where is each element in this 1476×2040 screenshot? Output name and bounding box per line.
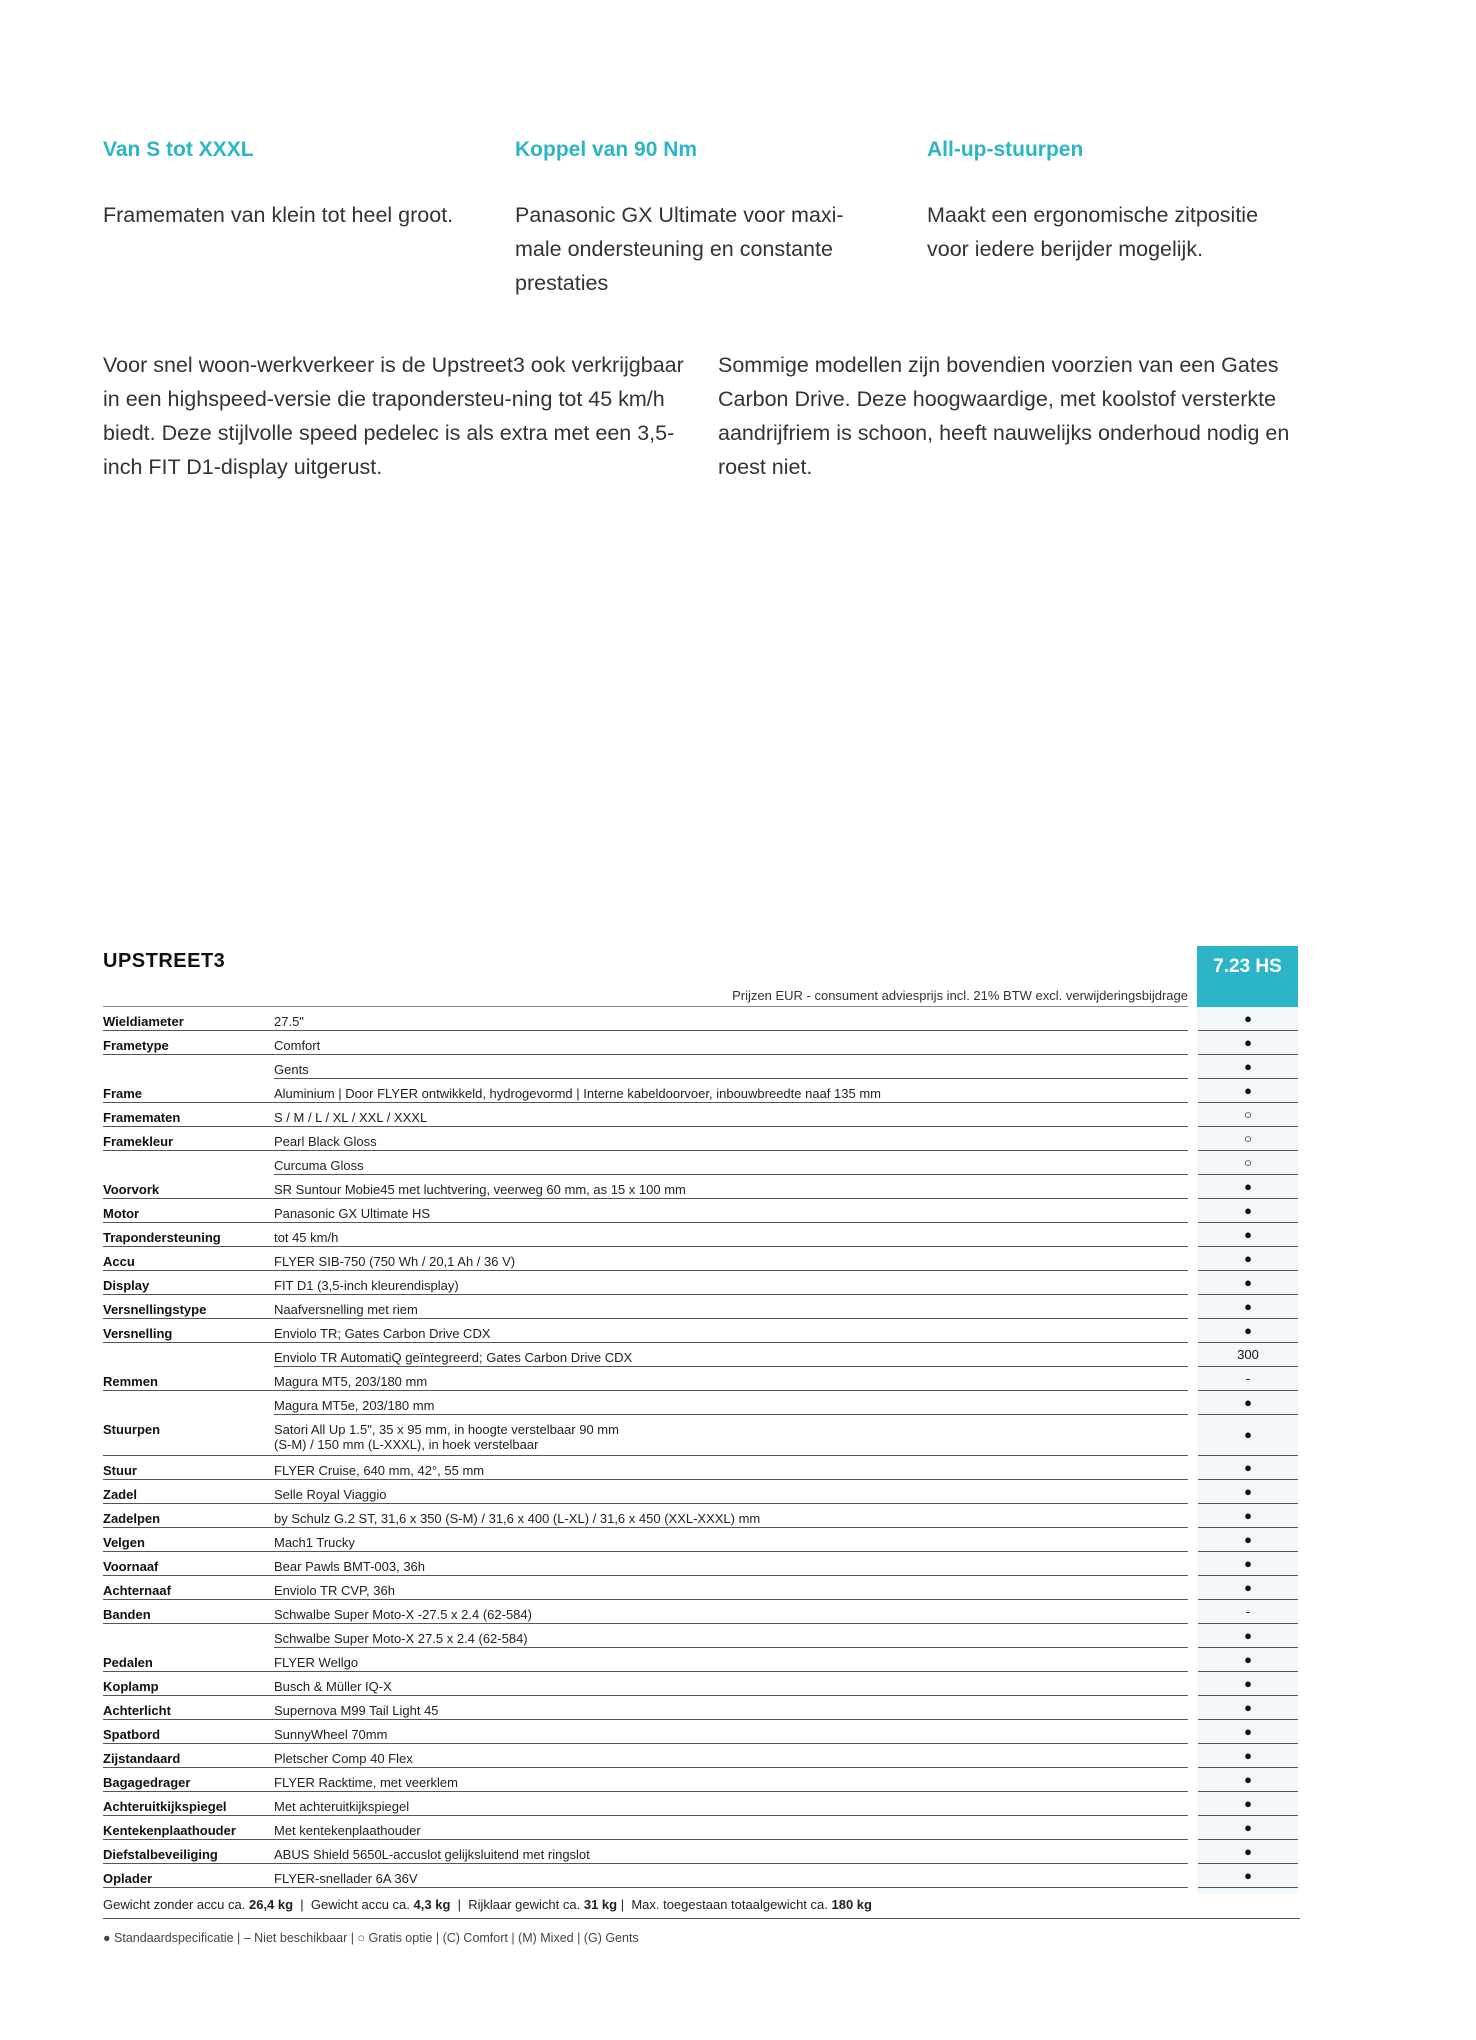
row-value-line: Panasonic GX Ultimate HS: [274, 1206, 431, 1221]
price-note: Prijzen EUR - consument adviesprijs incl. 21% BTW excl. verwijderingsbijdrage: [732, 988, 1188, 1003]
row-label: Stuurpen: [103, 1415, 274, 1456]
row-label: Spatbord: [103, 1720, 274, 1744]
row-value-line: Magura MT5e, 203/180 mm: [274, 1398, 435, 1413]
row-value-line: Enviolo TR CVP, 36h: [274, 1583, 395, 1598]
row-value-line: tot 45 km/h: [274, 1230, 339, 1245]
row-value: [274, 1840, 1188, 1864]
row-value-line: Bear Pawls BMT-003, 36h: [274, 1559, 426, 1574]
row-mark: ●: [1198, 1391, 1298, 1415]
row-label: [103, 1391, 274, 1415]
table-row: [103, 1055, 1298, 1079]
weight-label: Rijklaar gewicht ca.: [468, 1897, 581, 1912]
row-value-line: Selle Royal Viaggio: [274, 1487, 387, 1502]
row-mark: ●: [1198, 1295, 1298, 1319]
row-label: [103, 1055, 274, 1079]
row-mark: ●: [1198, 1816, 1298, 1840]
table-row: [103, 1079, 1298, 1103]
row-mark: ●: [1198, 1199, 1298, 1223]
row-label: Diefstalbeveiliging: [103, 1840, 274, 1864]
row-value-line: Satori All Up 1.5", 35 x 95 mm, in hoogte verstelbaar 90 mm: [274, 1422, 619, 1437]
feature-title: All-up-stuurpen: [927, 138, 1084, 161]
row-value: [274, 1480, 1188, 1504]
table-row: [103, 1792, 1298, 1816]
row-value: [274, 1055, 1188, 1079]
table-row: [103, 1007, 1298, 1031]
row-value-line: Enviolo TR AutomatiQ geïntegreerd; Gates Carbon Drive CDX: [274, 1350, 633, 1365]
row-label: Pedalen: [103, 1648, 274, 1672]
feature-torque: [515, 138, 875, 300]
row-value: [274, 1079, 1188, 1103]
row-value: [274, 1391, 1188, 1415]
row-label: Framekleur: [103, 1127, 274, 1151]
row-value: [274, 1223, 1188, 1247]
row-mark: ●: [1198, 1720, 1298, 1744]
feature-title: Van S tot XXXL: [103, 138, 254, 161]
row-mark: ●: [1198, 1504, 1298, 1528]
row-value: [274, 1175, 1188, 1199]
table-row: [103, 1415, 1298, 1456]
table-row: [103, 1480, 1298, 1504]
row-mark: ●: [1198, 1792, 1298, 1816]
row-value-line: Magura MT5, 203/180 mm: [274, 1374, 428, 1389]
row-mark: ●: [1198, 1456, 1298, 1480]
row-mark: ●: [1198, 1271, 1298, 1295]
row-mark: -: [1198, 1600, 1298, 1624]
row-value-line: SR Suntour Mobie45 met luchtvering, veerweg 60 mm, as 15 x 100 mm: [274, 1182, 686, 1197]
row-label: Kentekenplaathouder: [103, 1816, 274, 1840]
table-row: [103, 1864, 1298, 1888]
row-mark: ●: [1198, 1079, 1298, 1103]
row-value: [274, 1031, 1188, 1055]
row-label: Accu: [103, 1247, 274, 1271]
row-label: Display: [103, 1271, 274, 1295]
row-label: Frame: [103, 1079, 274, 1103]
row-value: [274, 1127, 1188, 1151]
table-row: [103, 1840, 1298, 1864]
row-value-line: Curcuma Gloss: [274, 1158, 364, 1173]
row-label: [103, 1624, 274, 1648]
row-value: [274, 1247, 1188, 1271]
table-row: [103, 1624, 1298, 1648]
table-row: [103, 1319, 1298, 1343]
table-row: [103, 1600, 1298, 1624]
row-value-line: Comfort: [274, 1038, 321, 1053]
table-row: [103, 1744, 1298, 1768]
row-label: Motor: [103, 1199, 274, 1223]
row-value: [274, 1415, 1188, 1456]
row-label: Bagagedrager: [103, 1768, 274, 1792]
row-value-line: Aluminium | Door FLYER ontwikkeld, hydrogevormd | Interne kabeldoorvoer, inbouwbreedte naaf 135 mm: [274, 1086, 881, 1101]
legend: ● Standaardspecificatie | – Niet beschikbaar | ○ Gratis optie | (C) Comfort | (M) Mixed | (G) Gents: [103, 1931, 639, 1945]
row-value-line: 27.5": [274, 1014, 304, 1029]
row-value-line: (S-M) / 150 mm (L-XXXL), in hoek verstelbaar: [274, 1437, 539, 1452]
paragraph-gates: Sommige modellen zijn bovendien voorzien van een Gates Carbon Drive. Deze hoogwaardige, met koolstof versterkte aandrijfriem is schoon, heeft nauwelijks onderhoud nodig en roest niet.: [718, 353, 1290, 479]
weight-value: 26,4 kg: [248, 1897, 294, 1912]
row-mark: ●: [1198, 1055, 1298, 1079]
row-label: Banden: [103, 1600, 274, 1624]
feature-text: Framematen van klein tot heel groot.: [103, 203, 454, 227]
row-value-line: FIT D1 (3,5-inch kleurendisplay): [274, 1278, 459, 1293]
row-value: [274, 1456, 1188, 1480]
row-label: Wieldiameter: [103, 1007, 274, 1031]
row-mark: ●: [1198, 1415, 1298, 1456]
row-value: [274, 1552, 1188, 1576]
row-mark: ●: [1198, 1247, 1298, 1271]
row-value-line: Pearl Black Gloss: [274, 1134, 377, 1149]
feature-sizes: [103, 138, 463, 232]
row-mark: ●: [1198, 1648, 1298, 1672]
row-value-line: Schwalbe Super Moto-X 27.5 x 2.4 (62-584): [274, 1631, 528, 1646]
column-header: 7.23 HS: [1197, 946, 1298, 1007]
row-mark: ●: [1198, 1319, 1298, 1343]
table-row: [103, 1151, 1298, 1175]
row-value-line: FLYER Wellgo: [274, 1655, 359, 1670]
row-mark: ●: [1198, 1223, 1298, 1247]
row-value: [274, 1151, 1188, 1175]
row-value: [274, 1816, 1188, 1840]
row-value-line: FLYER Cruise, 640 mm, 42°, 55 mm: [274, 1463, 485, 1478]
row-value: [274, 1696, 1188, 1720]
table-title: UPSTREET3: [103, 950, 226, 972]
row-value-line: FLYER-snellader 6A 36V: [274, 1871, 418, 1886]
table-row: [103, 1271, 1298, 1295]
row-label: [103, 1343, 274, 1367]
row-value: [274, 1295, 1188, 1319]
row-mark: ○: [1198, 1127, 1298, 1151]
row-label: Achteruitkijkspiegel: [103, 1792, 274, 1816]
table-row: [103, 1816, 1298, 1840]
weight-value: 31 kg: [583, 1897, 618, 1912]
row-value: [274, 1343, 1188, 1367]
row-value-line: Met kentekenplaathouder: [274, 1823, 421, 1838]
row-value-line: by Schulz G.2 ST, 31,6 x 350 (S-M) / 31,6 x 400 (L-XL) / 31,6 x 450 (XXL-XXXL) mm: [274, 1511, 761, 1526]
row-value: [274, 1648, 1188, 1672]
row-value: [274, 1103, 1188, 1127]
row-value: [274, 1624, 1188, 1648]
row-value-line: ABUS Shield 5650L-accuslot gelijksluitend met ringslot: [274, 1847, 590, 1862]
row-label: Remmen: [103, 1367, 274, 1391]
table-row: [103, 1367, 1298, 1391]
weight-value: 180 kg: [831, 1897, 872, 1912]
table-row: [103, 1672, 1298, 1696]
row-mark: ●: [1198, 1840, 1298, 1864]
weights-line: Gewicht zonder accu ca. 26,4 kg | Gewicht accu ca. 4,3 kg | Rijklaar gewicht ca. 31 kg | Max. toegestaan totaalgewicht ca. 180 kg: [103, 1897, 1300, 1919]
row-mark: ●: [1198, 1768, 1298, 1792]
row-value: [274, 1528, 1188, 1552]
row-mark: ●: [1198, 1576, 1298, 1600]
row-value: [274, 1720, 1188, 1744]
row-mark: ●: [1198, 1744, 1298, 1768]
row-mark: ●: [1198, 1552, 1298, 1576]
row-label: Frametype: [103, 1031, 274, 1055]
row-mark: ●: [1198, 1696, 1298, 1720]
table-row: [103, 1552, 1298, 1576]
table-row: [103, 1175, 1298, 1199]
table-row: [103, 1391, 1298, 1415]
row-mark: ●: [1198, 1007, 1298, 1031]
row-label: [103, 1151, 274, 1175]
row-value-line: Gents: [274, 1062, 309, 1077]
row-value-line: Enviolo TR; Gates Carbon Drive CDX: [274, 1326, 491, 1341]
table-row: [103, 1720, 1298, 1744]
row-mark: ●: [1198, 1480, 1298, 1504]
row-value-line: Busch & Müller IQ-X: [274, 1679, 392, 1694]
table-row: [103, 1528, 1298, 1552]
row-value-line: Naafversnelling met riem: [274, 1302, 418, 1317]
row-value-line: Met achteruitkijkspiegel: [274, 1799, 410, 1814]
row-mark: ○: [1198, 1103, 1298, 1127]
row-value-line: FLYER Racktime, met veerklem: [274, 1775, 458, 1790]
weight-label: Gewicht zonder accu ca.: [103, 1897, 246, 1912]
row-value: [274, 1504, 1188, 1528]
row-label: Versnelling: [103, 1319, 274, 1343]
row-label: Stuur: [103, 1456, 274, 1480]
row-value: [274, 1792, 1188, 1816]
table-row: [103, 1223, 1298, 1247]
row-value-line: Mach1 Trucky: [274, 1535, 355, 1550]
table-row: [103, 1648, 1298, 1672]
row-label: Framematen: [103, 1103, 274, 1127]
row-mark: 300: [1198, 1343, 1298, 1367]
row-label: Velgen: [103, 1528, 274, 1552]
row-label: Achterlicht: [103, 1696, 274, 1720]
row-label: Voornaaf: [103, 1552, 274, 1576]
feature-stem: [927, 138, 1287, 266]
row-label: Voorvork: [103, 1175, 274, 1199]
row-label: Koplamp: [103, 1672, 274, 1696]
row-value: [274, 1576, 1188, 1600]
row-value-line: Pletscher Comp 40 Flex: [274, 1751, 413, 1766]
row-value: [274, 1768, 1188, 1792]
row-value: [274, 1319, 1188, 1343]
row-value-line: Schwalbe Super Moto-X -27.5 x 2.4 (62-584): [274, 1607, 532, 1622]
table-row: [103, 1031, 1298, 1055]
row-mark: ●: [1198, 1031, 1298, 1055]
row-mark: ●: [1198, 1672, 1298, 1696]
table-row: [103, 1199, 1298, 1223]
row-mark: -: [1198, 1367, 1298, 1391]
row-value-line: Supernova M99 Tail Light 45: [274, 1703, 439, 1718]
row-value-line: SunnyWheel 70mm: [274, 1727, 388, 1742]
table-row: [103, 1696, 1298, 1720]
row-mark: ●: [1198, 1528, 1298, 1552]
row-value: [274, 1600, 1188, 1624]
row-mark: ○: [1198, 1151, 1298, 1175]
row-value: [274, 1367, 1188, 1391]
table-row: [103, 1127, 1298, 1151]
row-value: [274, 1007, 1188, 1031]
feature-title: Koppel van 90 Nm: [515, 138, 698, 161]
table-row: [103, 1343, 1298, 1367]
feature-text: Maakt een ergonomische zitpositie voor iedere berijder mogelijk.: [927, 203, 1259, 261]
row-mark: ●: [1198, 1624, 1298, 1648]
table-row: [103, 1103, 1298, 1127]
row-label: Zijstandaard: [103, 1744, 274, 1768]
row-value: [274, 1672, 1188, 1696]
row-label: Oplader: [103, 1864, 274, 1888]
row-label: Versnellingstype: [103, 1295, 274, 1319]
row-value: [274, 1271, 1188, 1295]
row-label: Zadelpen: [103, 1504, 274, 1528]
weight-label: Max. toegestaan totaalgewicht ca.: [631, 1897, 828, 1912]
paragraph-highspeed: Voor snel woon-werkverkeer is de Upstreet3 ook verkrijgbaar in een highspeed-versie die trapondersteu-ning tot 45 km/h biedt. Deze stijlvolle speed pedelec is als extra met een 3,5-inch FIT D1-display uitgerust.: [103, 353, 684, 479]
row-value-line: S / M / L / XL / XXL / XXXL: [274, 1110, 428, 1125]
table-row: [103, 1504, 1298, 1528]
table-row: [103, 1576, 1298, 1600]
row-value: [274, 1199, 1188, 1223]
table-row: [103, 1456, 1298, 1480]
row-mark: ●: [1198, 1175, 1298, 1199]
row-value: [274, 1864, 1188, 1888]
table-row: [103, 1247, 1298, 1271]
table-row: [103, 1295, 1298, 1319]
weight-value: 4,3 kg: [413, 1897, 451, 1912]
row-label: Achternaaf: [103, 1576, 274, 1600]
row-mark: ●: [1198, 1864, 1298, 1888]
feature-text: Panasonic GX Ultimate voor maxi-male ondersteuning en constante prestaties: [515, 203, 844, 295]
row-label: Zadel: [103, 1480, 274, 1504]
row-value-line: FLYER SIB-750 (750 Wh / 20,1 Ah / 36 V): [274, 1254, 516, 1269]
row-label: Trapondersteuning: [103, 1223, 274, 1247]
table-row: [103, 1768, 1298, 1792]
spec-table: [103, 1007, 1298, 1888]
weight-label: Gewicht accu ca.: [310, 1897, 410, 1912]
row-value: [274, 1744, 1188, 1768]
